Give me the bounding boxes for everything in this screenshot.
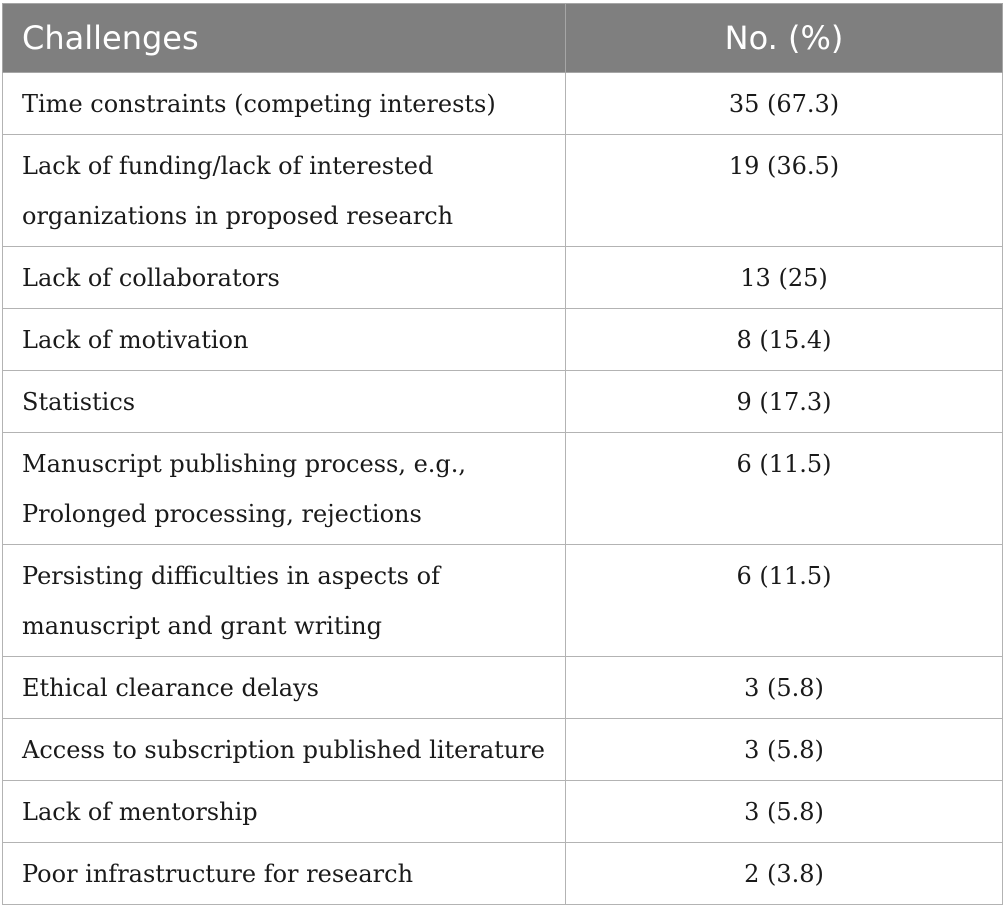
- value-cell: 6 (11.5): [566, 433, 1003, 545]
- table-row: [3, 309, 1003, 371]
- header-count-percent: No. (%): [566, 4, 1003, 73]
- value-cell: 13 (25): [566, 247, 1003, 309]
- table-row: [3, 719, 1003, 781]
- table-row: [3, 247, 1003, 309]
- challenge-cell: Ethical clearance delays: [3, 657, 566, 719]
- value-cell: 19 (36.5): [566, 135, 1003, 247]
- challenge-cell: Lack of funding/lack of interested organizations in proposed research: [3, 135, 566, 247]
- challenge-cell: Manuscript publishing process, e.g., Prolonged processing, rejections: [3, 433, 566, 545]
- value-cell: 8 (15.4): [566, 309, 1003, 371]
- challenges-table: [2, 3, 1003, 905]
- challenge-cell: Statistics: [3, 371, 566, 433]
- challenge-cell: Lack of motivation: [3, 309, 566, 371]
- header-challenges: Challenges: [3, 4, 566, 73]
- value-cell: 3 (5.8): [566, 657, 1003, 719]
- table-row: [3, 657, 1003, 719]
- challenge-cell: Access to subscription published literature: [3, 719, 566, 781]
- value-cell: 35 (67.3): [566, 73, 1003, 135]
- table-row: [3, 843, 1003, 905]
- table-row: [3, 371, 1003, 433]
- table-row: [3, 545, 1003, 657]
- challenge-cell: Lack of collaborators: [3, 247, 566, 309]
- value-cell: 3 (5.8): [566, 719, 1003, 781]
- table-row: [3, 73, 1003, 135]
- header-row: [3, 4, 1003, 73]
- table-row: [3, 781, 1003, 843]
- value-cell: 3 (5.8): [566, 781, 1003, 843]
- table-row: [3, 433, 1003, 545]
- value-cell: 9 (17.3): [566, 371, 1003, 433]
- challenge-cell: Persisting difficulties in aspects of manuscript and grant writing: [3, 545, 566, 657]
- challenge-cell: Time constraints (competing interests): [3, 73, 566, 135]
- value-cell: 6 (11.5): [566, 545, 1003, 657]
- challenge-cell: Lack of mentorship: [3, 781, 566, 843]
- value-cell: 2 (3.8): [566, 843, 1003, 905]
- challenge-cell: Poor infrastructure for research: [3, 843, 566, 905]
- table-row: [3, 135, 1003, 247]
